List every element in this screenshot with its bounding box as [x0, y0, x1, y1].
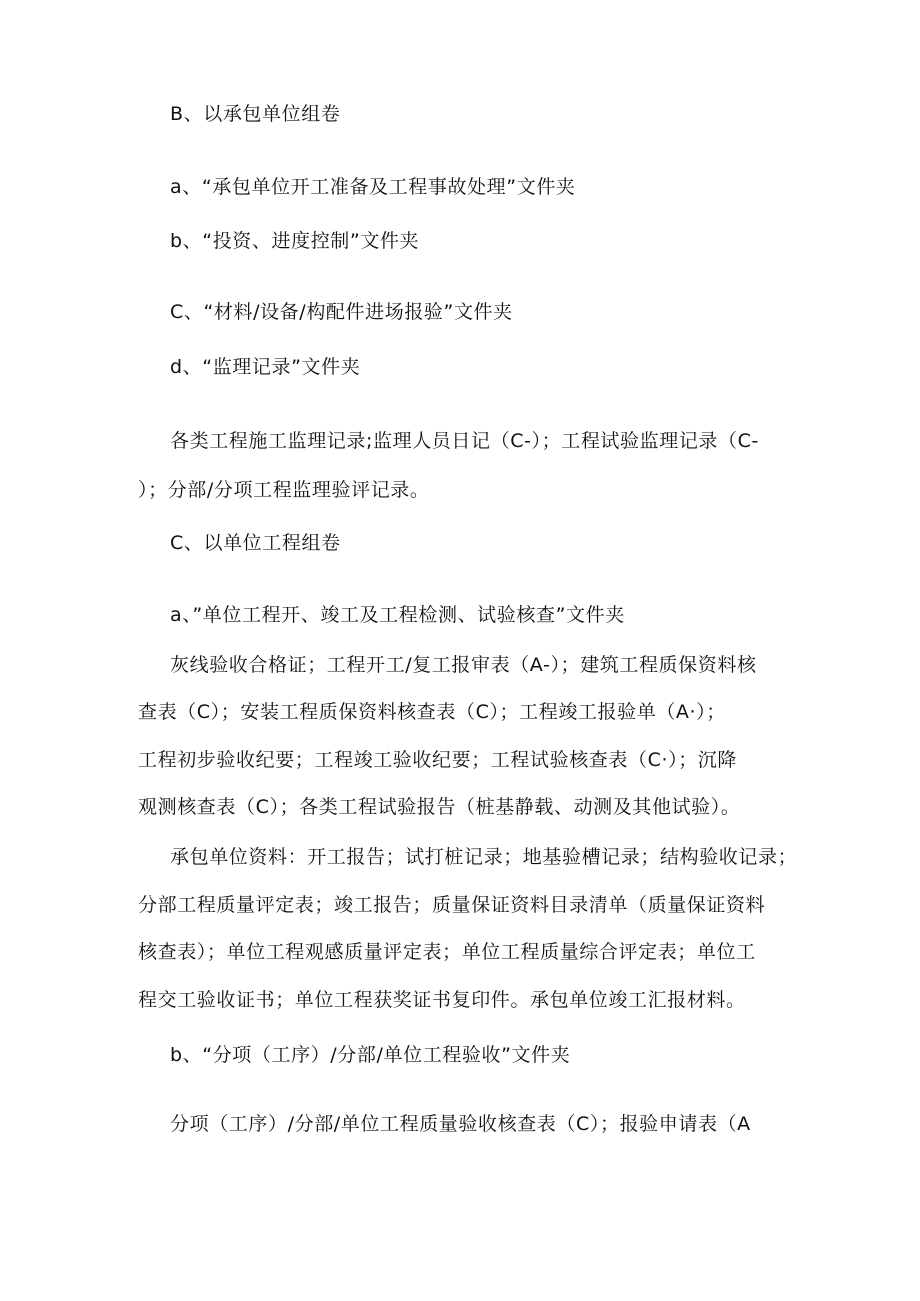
paragraph-line: 分部工程质量评定表；竣工报告；质量保证资料目录清单（质量保证资料 — [138, 894, 766, 916]
section-heading-c: C、以单位工程组卷 — [170, 532, 341, 554]
paragraph-line: 核查表）；单位工程观感质量评定表；单位工程质量综合评定表；单位工 — [138, 941, 756, 963]
folder-item-c-a: a、”单位工程开、竣工及工程检测、试验核查”文件夹 — [170, 604, 625, 626]
paragraph-line: 分项（工序）/分部/单位工程质量验收核查表（C）；报验申请表（A — [170, 1113, 751, 1135]
folder-item-d: d、“监理记录”文件夹 — [170, 356, 361, 378]
paragraph-line: 工程初步验收纪要；工程竣工验收纪要；工程试验核查表（C·）；沉降 — [138, 749, 738, 771]
folder-item-c-b: b、“分项（工序）/分部/单位工程验收”文件夹 — [170, 1044, 571, 1066]
folder-item-a: a、“承包单位开工准备及工程事故处理”文件夹 — [170, 176, 576, 198]
paragraph-line: 观测核查表（C）；各类工程试验报告（桩基静载、动测及其他试验）。 — [138, 796, 741, 818]
paragraph-line: 灰线验收合格证；工程开工/复工报审表（A-）；建筑工程质保资料核 — [170, 654, 757, 676]
paragraph-line: ）；分部/分项工程监理验评记录。 — [138, 479, 430, 501]
folder-item-b: b、“投资、进度控制”文件夹 — [170, 230, 420, 252]
paragraph-line: 程交工验收证书；单位工程获奖证书复印件。承包单位竣工汇报材料。 — [138, 989, 746, 1011]
section-heading-b: B、以承包单位组卷 — [170, 103, 341, 125]
paragraph-line: 查表（C）；安装工程质保资料核查表（C）；工程竣工报验单（A·）； — [138, 701, 726, 723]
paragraph-line: 承包单位资料：开工报告；试打桩记录；地基验槽记录；结构验收记录； — [170, 846, 798, 868]
folder-item-c: C、“材料/设备/构配件进场报验”文件夹 — [170, 301, 513, 323]
paragraph-line: 各类工程施工监理记录;监理人员日记（C-）；工程试验监理记录（C- — [170, 430, 759, 452]
